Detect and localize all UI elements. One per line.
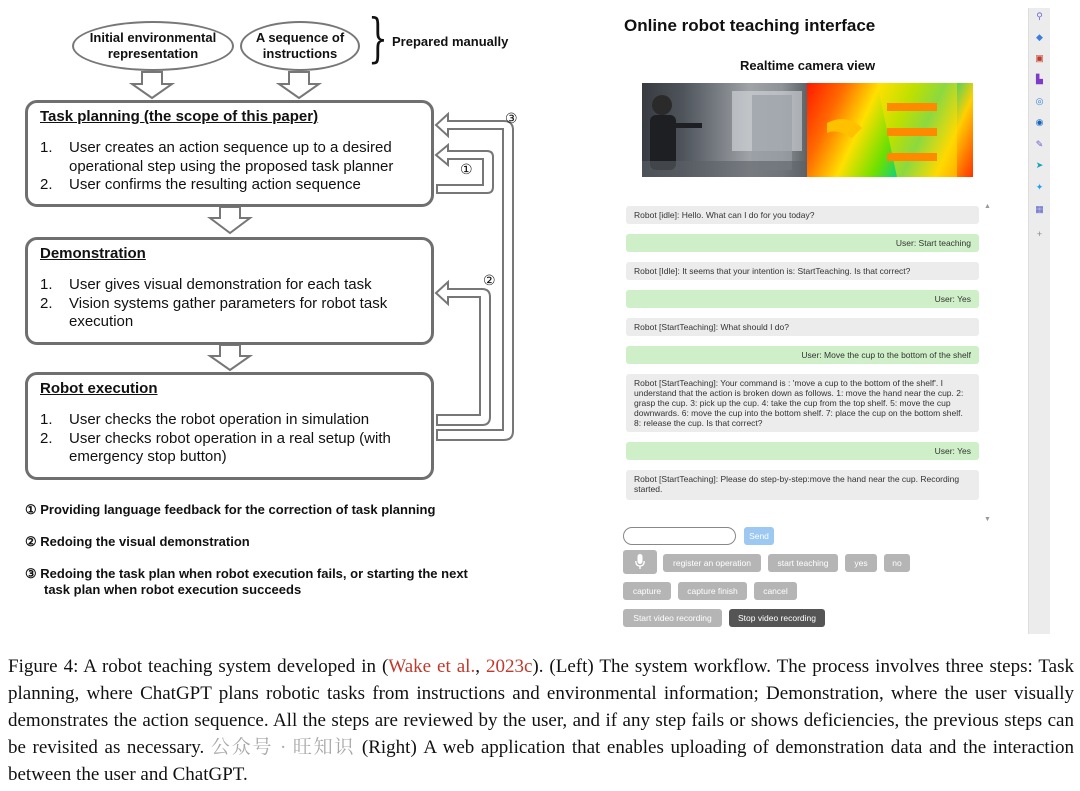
brace-icon: } — [368, 9, 388, 69]
chat-message-user: User: Yes — [626, 442, 979, 460]
tag-icon[interactable]: ◆ — [1036, 32, 1043, 42]
input-environment-line-2: representation — [107, 46, 199, 61]
outlook-icon[interactable]: ◉ — [1035, 117, 1044, 127]
caption-cite-author[interactable]: Wake et al. — [388, 656, 476, 677]
stage-title: Demonstration — [40, 245, 146, 262]
down-arrow-stage-2 — [210, 345, 250, 370]
start-video-recording-button[interactable]: Start video recording — [623, 609, 722, 627]
loop-marker-1: ① — [460, 161, 473, 177]
chat-input[interactable] — [623, 527, 736, 545]
twitter-icon[interactable]: ✦ — [1035, 182, 1044, 192]
pen-icon[interactable]: ✎ — [1035, 139, 1044, 149]
camera-title: Realtime camera view — [740, 58, 876, 73]
stage-item: 1. User checks the robot operation in simulation — [40, 411, 370, 428]
chat-message-user: User: Start teaching — [626, 234, 979, 252]
input-instructions-ellipse — [240, 21, 360, 71]
microphone-button[interactable] — [623, 550, 657, 574]
stop-video-recording-button[interactable]: Stop video recording — [729, 609, 825, 627]
down-arrow-input-1 — [132, 72, 172, 98]
chat-message-robot: Robot [StartTeaching]: Your command is : 'move a cup to the bottom of the shelf'. I understand that the action is broken down as follows. 1: move the hand near the cup. 2: grasp the cup. 3: pick up the cup. 4: take the cup from the top shelf. 5: move the cup downwards. 6: move the cup into the bottom shelf. 7: place the cup on the bottom shelf. 8: release the cup. Is that correct? — [626, 374, 979, 432]
down-arrow-input-2 — [279, 72, 319, 98]
search-icon[interactable]: ⚲ — [1036, 11, 1043, 21]
circle-icon[interactable]: ◎ — [1035, 96, 1044, 106]
send-button[interactable]: Send — [744, 527, 774, 545]
stage-demonstration — [25, 237, 434, 345]
stage-item: 2. User checks robot operation in a real setup (with emergency stop button) — [40, 429, 391, 465]
chat-message-robot: Robot [Idle]: It seems that your intention is: StartTeaching. Is that correct? — [626, 262, 979, 280]
stage-task-planning — [25, 100, 434, 207]
input-instructions-line-2: instructions — [262, 46, 338, 61]
stage-item: 2. Vision systems gather parameters for robot task execution — [40, 294, 388, 330]
no-button[interactable]: no — [884, 554, 910, 572]
capture-button[interactable]: capture — [623, 582, 671, 600]
chat-message-user: User: Move the cup to the bottom of the shelf — [626, 346, 979, 364]
camera-depth-view — [807, 83, 973, 177]
input-environment-ellipse — [72, 21, 234, 71]
prepared-manually-label: Prepared manually — [392, 34, 509, 49]
camera-rgb-scene — [642, 83, 807, 177]
loop-arrow-2 — [436, 282, 490, 425]
app-title: Online robot teaching interface — [624, 16, 876, 35]
caption-tail: (Right) A web application that enables uploading of demonstration data and the interaction between the user and ChatGPT. — [8, 737, 1074, 785]
camera-rgb-view — [642, 83, 807, 177]
note-1: ① Providing language feedback for the correction of task planning — [25, 502, 436, 517]
chart-icon[interactable]: ▙ — [1036, 74, 1043, 84]
chat-message-user: User: Yes — [626, 290, 979, 308]
stage-item: 2. User confirms the resulting action sequence — [40, 176, 361, 193]
plus-icon[interactable]: + — [1036, 229, 1043, 239]
start-teaching-button[interactable]: start teaching — [768, 554, 838, 572]
yes-button[interactable]: yes — [845, 554, 877, 572]
watermark: 公众号 · 旺知识 — [210, 737, 356, 758]
chat-message-robot: Robot [StartTeaching]: What should I do? — [626, 318, 979, 336]
figure-caption — [8, 653, 1074, 788]
send-icon[interactable]: ➤ — [1035, 160, 1044, 170]
microphone-icon — [635, 554, 645, 570]
caption-cite-sep: , — [475, 656, 486, 677]
note-2: ② Redoing the visual demonstration — [25, 534, 250, 549]
register-operation-button[interactable]: register an operation — [663, 554, 761, 572]
camera-depth-scene — [807, 83, 973, 177]
down-arrow-stage-1 — [210, 207, 250, 233]
caption-cite-year[interactable]: 2023c — [485, 656, 533, 677]
caption-suffix: ). (Left) The system workflow. The process involves three steps: Task planning, where ChatGPT plans robotic tasks from instructions and environmental information; Demonstration, where the user visually demonstrates the action sequence. All the steps are reviewed by the user, and if any step fails or shows deficiencies, the previous steps can be revisited as necessary. — [8, 656, 1075, 758]
stage-item: 1. User creates an action sequence up to a desired operational step using the proposed task planner — [40, 139, 394, 175]
stage-robot-execution — [25, 372, 434, 480]
chat-scroll-down-icon[interactable]: ▼ — [984, 516, 991, 523]
note-3: ③ Redoing the task plan when robot execution fails, or starting the next task plan when robot execution succeeds — [25, 566, 468, 597]
stage-title: Task planning (the scope of this paper) — [40, 108, 319, 125]
stage-title: Robot execution — [40, 380, 158, 397]
caption-prefix: Figure 4: A robot teaching system developed in ( — [8, 656, 389, 677]
stage-item: 1. User gives visual demonstration for each task — [40, 276, 372, 293]
capture-finish-button[interactable]: capture finish — [678, 582, 747, 600]
chat-message-robot: Robot [idle]: Hello. What can I do for you today? — [626, 206, 979, 224]
cancel-button[interactable]: cancel — [754, 582, 797, 600]
chat-scroll-up-icon[interactable]: ▲ — [984, 203, 991, 210]
loop-marker-2: ② — [483, 272, 496, 288]
input-instructions-line-1: A sequence of — [255, 30, 345, 45]
loop-marker-3: ③ — [505, 110, 518, 126]
input-environment-line-1: Initial environmental — [89, 30, 217, 45]
bag-icon[interactable]: ▣ — [1035, 53, 1044, 63]
chat-message-robot: Robot [StartTeaching]: Please do step-by-step:move the hand near the cup. Recording started. — [626, 470, 979, 500]
teams-icon[interactable]: ▦ — [1035, 204, 1044, 214]
